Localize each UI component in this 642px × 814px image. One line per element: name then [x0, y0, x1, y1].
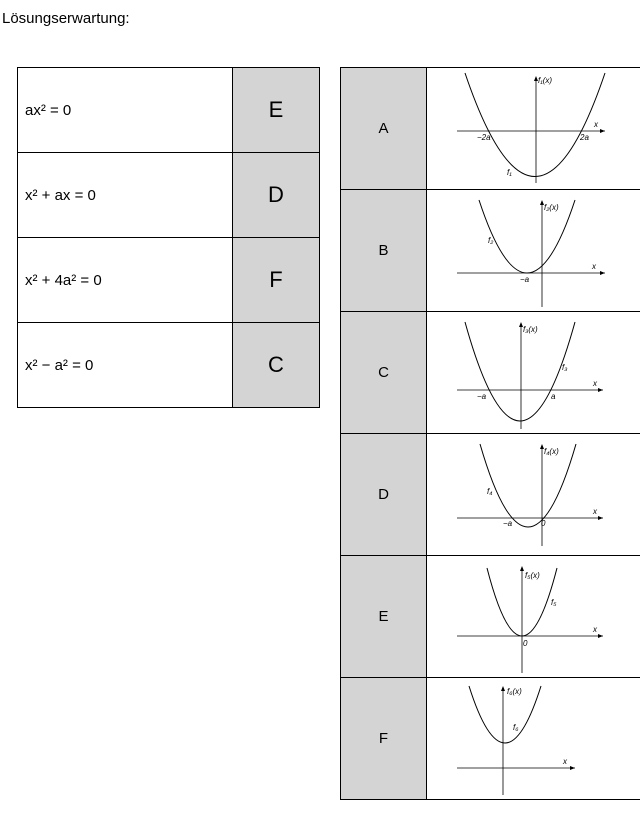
parabola-plot-e — [427, 556, 640, 677]
answer-letter: D — [233, 153, 320, 238]
x-axis-arrow — [598, 516, 603, 520]
graph-cell — [427, 556, 641, 678]
graph-letter: E — [341, 556, 427, 678]
tick-label: 2a — [580, 133, 589, 142]
graph-cell — [427, 678, 641, 800]
parabola-plot-a — [427, 68, 640, 189]
x-axis-arrow — [598, 634, 603, 638]
curve-label: f₆ — [513, 723, 519, 732]
curve-label: f₃ — [562, 363, 568, 372]
graph-row — [341, 678, 641, 800]
tick-label: −a — [503, 519, 513, 528]
graph-row — [341, 434, 641, 556]
parabola-curve — [465, 322, 575, 421]
curve-label: f₁ — [507, 168, 512, 177]
graph-letter: D — [341, 434, 427, 556]
graph-cell — [427, 190, 641, 312]
y-axis-arrow — [520, 566, 524, 571]
parabola-curve — [479, 200, 575, 273]
tick-label: 0 — [541, 519, 546, 528]
page-heading: Lösungserwartung: — [2, 10, 130, 27]
equation-text: x² + 4a² = 0 — [18, 238, 233, 323]
parabola-curve — [480, 444, 576, 527]
equation-text: x² + ax = 0 — [18, 153, 233, 238]
curve-label: f₅ — [551, 598, 557, 607]
x-axis-label: x — [592, 262, 596, 271]
tick-label: −a — [520, 275, 530, 284]
answer-letter: C — [233, 323, 320, 408]
equation-text: ax² = 0 — [18, 68, 233, 153]
equation-text: x² − a² = 0 — [18, 323, 233, 408]
graph-letter: A — [341, 68, 427, 190]
function-label: f₄(x) — [544, 447, 559, 456]
parabola-plot-d — [427, 434, 640, 555]
equation-table — [17, 67, 320, 408]
graph-letter: B — [341, 190, 427, 312]
function-label: f₁(x) — [538, 76, 553, 85]
equation-row — [18, 153, 320, 238]
function-label: f₃(x) — [523, 325, 538, 334]
x-axis-arrow — [598, 388, 603, 392]
tick-label: −a — [477, 392, 487, 401]
graph-cell — [427, 312, 641, 434]
x-axis-label: x — [594, 120, 598, 129]
graph-row — [341, 312, 641, 434]
equation-row — [18, 323, 320, 408]
answer-letter: F — [233, 238, 320, 323]
graph-cell — [427, 434, 641, 556]
tick-label: 0 — [523, 639, 528, 648]
parabola-plot-f — [427, 678, 640, 799]
graph-table — [340, 67, 640, 800]
graph-row — [341, 556, 641, 678]
tick-label: −2a — [477, 133, 491, 142]
parabola-curve — [469, 686, 541, 743]
x-axis-arrow — [600, 271, 605, 275]
graph-letter: C — [341, 312, 427, 434]
parabola-plot-c — [427, 312, 640, 433]
parabola-curve — [465, 73, 605, 177]
curve-label: f₂ — [488, 236, 494, 245]
graph-letter: F — [341, 678, 427, 800]
x-axis-label: x — [593, 625, 597, 634]
x-axis-arrow — [600, 129, 605, 133]
graph-row — [341, 68, 641, 190]
parabola-plot-b — [427, 190, 640, 311]
equation-row — [18, 238, 320, 323]
x-axis-label: x — [593, 379, 597, 388]
graph-cell — [427, 68, 641, 190]
curve-label: f₄ — [487, 487, 493, 496]
x-axis-arrow — [570, 766, 575, 770]
answer-letter: E — [233, 68, 320, 153]
x-axis-label: x — [563, 757, 567, 766]
function-label: f₅(x) — [525, 571, 540, 580]
function-label: f₂(x) — [544, 203, 559, 212]
function-label: f₆(x) — [507, 687, 522, 696]
equation-row — [18, 68, 320, 153]
x-axis-label: x — [593, 507, 597, 516]
y-axis-arrow — [501, 686, 505, 691]
tick-label: a — [551, 392, 556, 401]
graph-row — [341, 190, 641, 312]
